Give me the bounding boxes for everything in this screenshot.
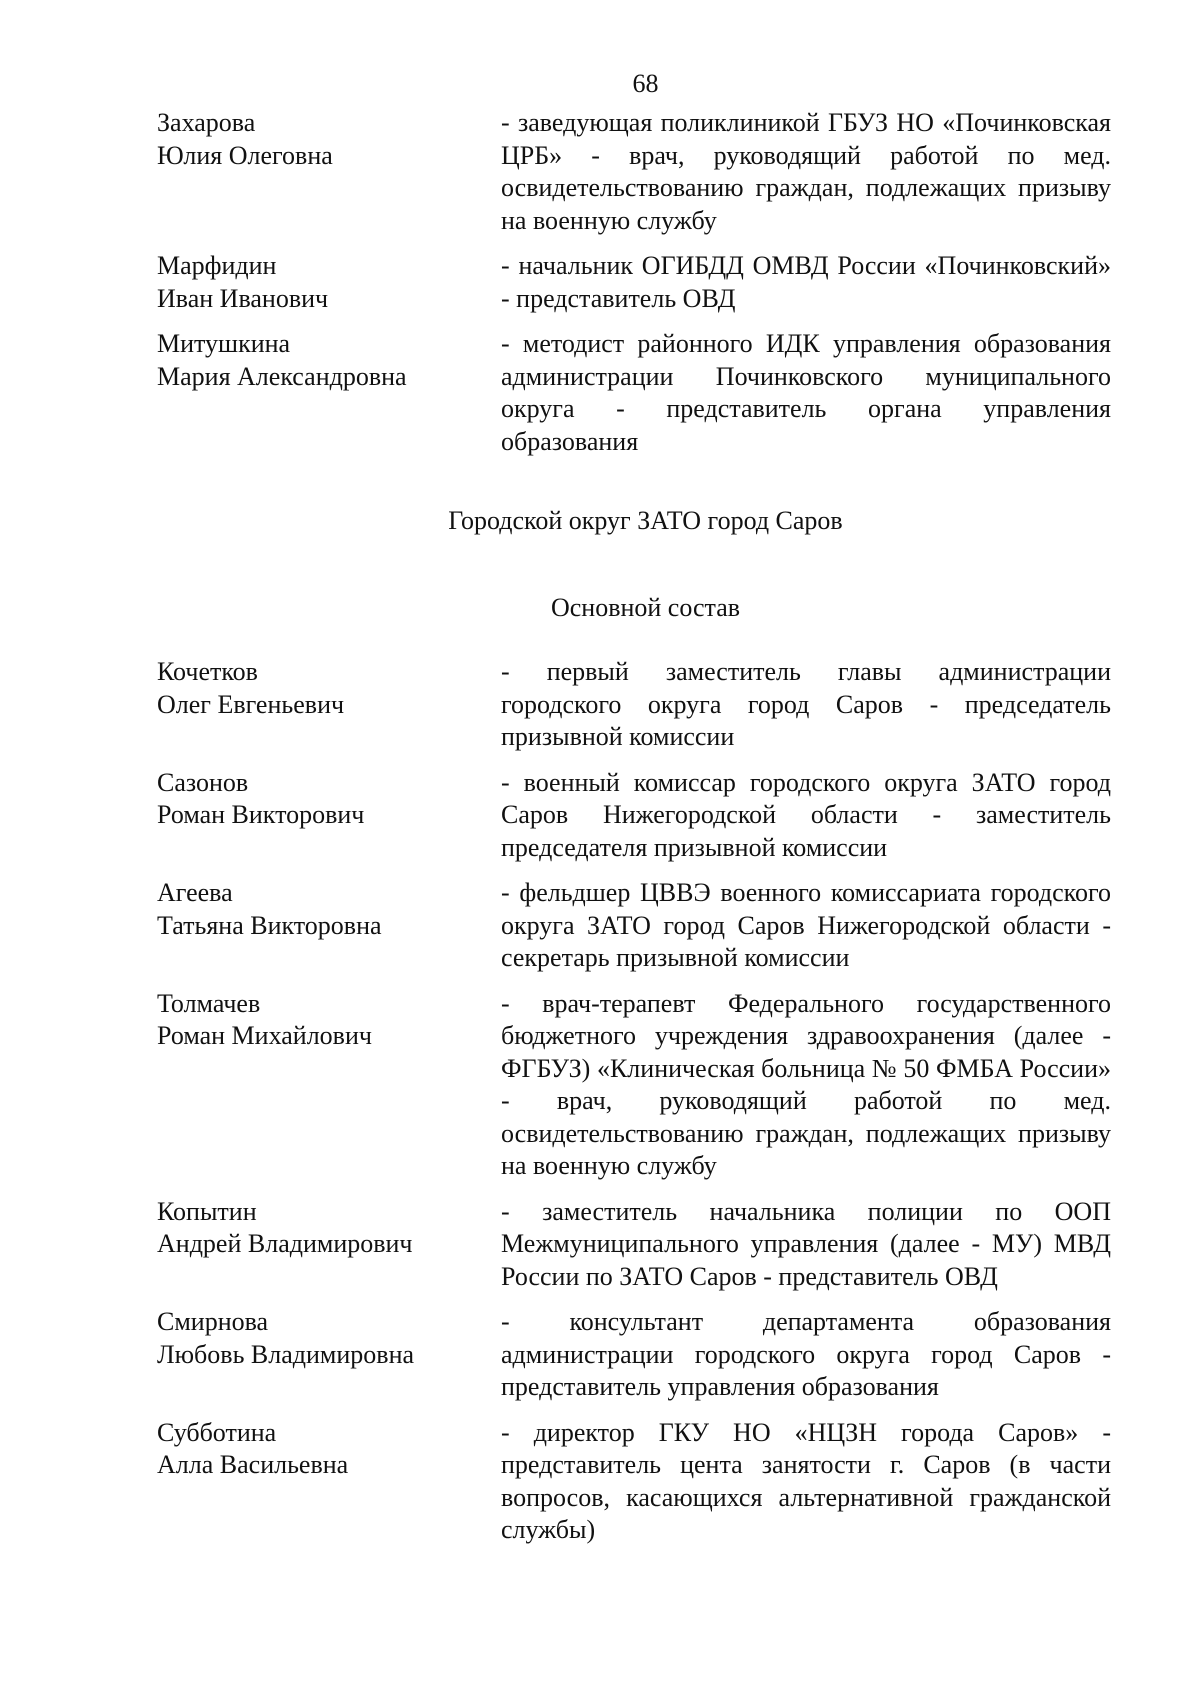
member-surname: Захарова [157, 108, 256, 137]
member-surname: Сазонов [157, 767, 249, 797]
member-surname: Смирнова [157, 1307, 269, 1336]
members-list-continued [157, 107, 1111, 458]
page-number: 68 [632, 69, 659, 98]
member-role: - заместитель начальника полиции по ООП Межмуниципального управления (далее - МУ) МВД России по ЗАТО Саров - представитель ОВД [501, 1196, 1111, 1291]
member-role: - заведующая поликлиникой ГБУЗ НО «Починковская ЦРБ» - врач, руководящий работой по мед. освидетельствованию граждан, подлежащих призыву на военную службу [501, 108, 1111, 235]
member-entry [157, 988, 1111, 1183]
member-surname: Копытин [157, 1196, 257, 1226]
member-given-names: Мария Александровна [157, 361, 407, 391]
member-entry [157, 250, 1111, 315]
member-given-names: Любовь Владимировна [157, 1339, 415, 1369]
member-given-names: Олег Евгеньевич [157, 689, 345, 719]
member-name [157, 656, 487, 721]
member-surname: Марфидин [157, 251, 277, 280]
member-name [157, 107, 487, 172]
member-given-names: Алла Васильевна [157, 1450, 349, 1479]
district-heading: Городской округ ЗАТО город Саров [448, 506, 843, 535]
member-surname: Агеева [157, 878, 233, 907]
member-name [157, 988, 487, 1053]
member-name [157, 767, 487, 832]
member-entry [157, 1196, 1111, 1294]
member-entry [157, 767, 1111, 865]
member-name [157, 1417, 487, 1482]
member-entry [157, 877, 1111, 975]
member-given-names: Роман Михайлович [157, 1021, 372, 1050]
member-given-names: Роман Викторович [157, 800, 365, 829]
member-role: - военный комиссар городского округа ЗАТО город Саров Нижегородской области - заместитель председателя призывной комиссии [501, 767, 1111, 862]
member-entry [157, 1417, 1111, 1547]
member-role: - фельдшер ЦВВЭ военного комиссариата городского округа ЗАТО город Саров Нижегородской области - секретарь призывной комиссии [501, 878, 1111, 972]
member-given-names: Татьяна Викторовна [157, 910, 382, 940]
member-entry [157, 1306, 1111, 1404]
member-role: - консультант департамента образования администрации городского округа город Саров - представитель управления образования [501, 1307, 1111, 1401]
member-role: - методист районного ИДК управления образования администрации Починковского муниципального округа - представитель органа управления образования [501, 329, 1111, 456]
member-given-names: Юлия Олеговна [157, 140, 333, 170]
member-role: - директор ГКУ НО «НЦЗН города Саров» - представитель цента занятости г. Саров (в части вопросов, касающихся альтернативной гражданской службы) [501, 1417, 1111, 1544]
member-name [157, 877, 487, 942]
member-role: - врач-терапевт Федерального государственного бюджетного учреждения здравоохранения (далее - ФГБУЗ) «Клиническая больница № 50 ФМБА России» - врач, руководящий работой по мед. освидетельствованию граждан, подлежащих призыву на военную службу [501, 988, 1111, 1180]
member-name [157, 1196, 487, 1261]
member-surname: Толмачев [157, 988, 261, 1018]
member-entry [157, 328, 1111, 458]
member-surname: Кочетков [157, 657, 258, 686]
member-given-names: Иван Иванович [157, 283, 329, 313]
member-role: - начальник ОГИБДД ОМВД России «Починковский» - представитель ОВД [501, 251, 1111, 313]
member-entry [157, 107, 1111, 237]
composition-heading: Основной состав [550, 593, 741, 622]
member-entry [157, 656, 1111, 754]
member-name [157, 1306, 487, 1371]
member-name [157, 250, 487, 315]
member-surname: Митушкина [157, 329, 291, 358]
member-role: - первый заместитель главы администрации городского округа город Саров - председатель призывной комиссии [501, 657, 1111, 751]
main-members-list [157, 656, 1111, 1547]
member-name [157, 328, 487, 393]
member-given-names: Андрей Владимирович [157, 1229, 413, 1258]
member-surname: Субботина [157, 1417, 277, 1447]
